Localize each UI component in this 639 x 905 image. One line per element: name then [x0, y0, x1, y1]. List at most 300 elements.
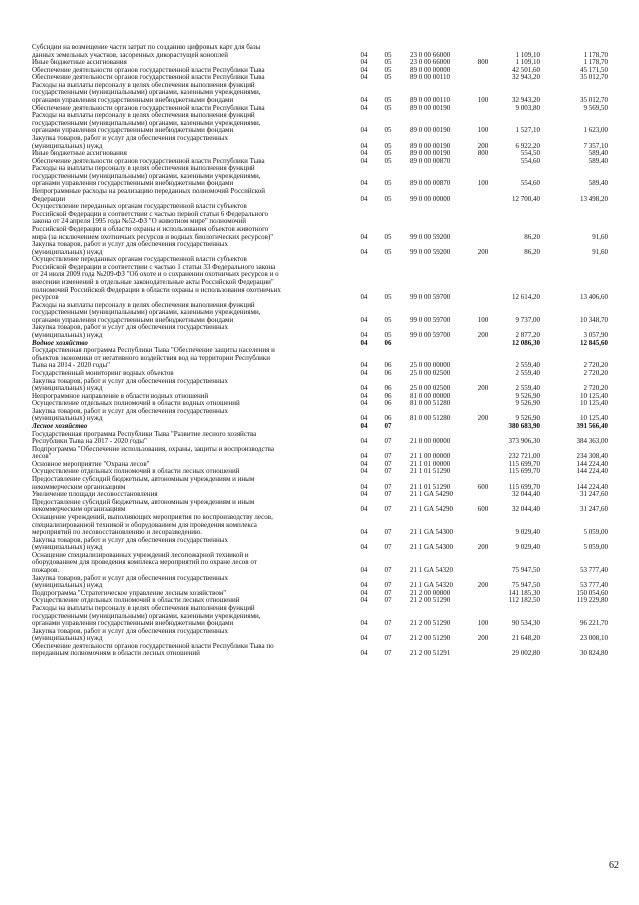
amount-year-2: 91,60	[592, 232, 608, 241]
subsection-code: 06	[384, 414, 392, 423]
amount-year-1: 115 699,70	[508, 467, 540, 476]
section-code: 04	[360, 452, 368, 461]
row-description: Расходы на выплаты персоналу в целях обеспечения выполнения функций	[32, 164, 255, 173]
row-description: ресурсов	[32, 293, 59, 302]
target-article-code: 99 0 00 59700	[410, 331, 451, 340]
target-article-code: 21 2 00 51290	[410, 619, 451, 628]
row-description: Закупка товаров, работ и услуг для обеспечения государственных	[32, 133, 229, 142]
row-description: Обеспечение деятельности органов государственной власти Республики Тыва	[32, 156, 265, 165]
target-article-code: 21 0 00 00000	[410, 437, 451, 446]
section-code: 04	[360, 437, 368, 446]
amount-year-2: 10 125,40	[580, 414, 608, 423]
target-article-code: 99 0 00 59700	[410, 293, 451, 302]
amount-year-2: 589,40	[588, 156, 608, 165]
row-description: (муниципальных) нужд	[32, 247, 103, 256]
section-code: 04	[360, 566, 368, 575]
amount-year-2: 150 054,60	[576, 588, 608, 597]
section-code: 04	[360, 528, 368, 537]
amount-year-1: 141 185,30	[508, 588, 540, 597]
section-code: 04	[360, 331, 368, 340]
row-description: мира (за исключением охотничьих ресурсов и водных биологических ресурсов)"	[32, 232, 274, 241]
amount-year-2: 45 171,50	[580, 65, 608, 74]
amount-year-2: 13 406,60	[580, 293, 608, 302]
section-code: 04	[360, 467, 368, 476]
row-description: Увеличение площади лесовосстановления	[32, 490, 158, 499]
target-article-code: 21 1 GA 54290	[410, 505, 453, 514]
subsection-code: 05	[384, 141, 392, 150]
row-description: Государственная программа Республики Тыва "Развитие лесного хозяйства	[32, 429, 257, 438]
row-description: органами управления государственными внебюджетными фондами	[32, 619, 234, 628]
row-description: Обеспечение деятельности органов государственной власти Республики Тыва	[32, 65, 265, 74]
subsection-code: 05	[384, 179, 392, 188]
row-description: Предоставление субсидий бюджетным, автономным учреждениям и иным	[32, 497, 255, 506]
target-article-code: 99 0 00 59200	[410, 232, 451, 241]
subsection-code: 06	[384, 391, 392, 400]
row-description: Расходы на выплаты персоналу в целях обеспечения выполнения функций	[32, 80, 255, 89]
subsection-code: 05	[384, 73, 392, 82]
expense-type-code: 100	[477, 126, 489, 135]
amount-year-2: 589,40	[588, 179, 608, 188]
row-description: Закупка товаров, работ и услуг для обеспечения государственных	[32, 535, 229, 544]
row-description: переданным полномочиям в области лесных отношений	[32, 649, 200, 658]
section-code: 04	[360, 588, 368, 597]
section-code: 04	[360, 126, 368, 135]
section-code: 04	[360, 149, 368, 158]
expense-type-code: 800	[477, 149, 489, 158]
subsection-code: 07	[384, 619, 392, 628]
amount-year-2: 144 224,40	[576, 459, 608, 468]
row-description: некоммерческим организациям	[32, 482, 126, 491]
row-description: данных земельных участков, засоренных дикорастущей коноплей	[32, 50, 228, 59]
section-code: 04	[360, 65, 368, 74]
amount-year-1: 380 683,90	[508, 422, 540, 430]
row-description: Государственный мониторинг водных объектов	[32, 368, 174, 377]
amount-year-2: 23 008,10	[580, 634, 608, 643]
row-description: государственными (муниципальными) органами, казенными учреждениями,	[32, 171, 261, 180]
row-description: Оснащение специализированных учреждений лесопожарной техникой и	[32, 550, 249, 559]
row-description: органами управления государственными внебюджетными фондами	[32, 96, 234, 105]
section-code: 04	[360, 596, 368, 605]
amount-year-2: 30 824,80	[580, 649, 608, 658]
target-article-code: 89 0 00 00110	[410, 73, 450, 82]
target-article-code: 21 1 01 51290	[410, 467, 451, 476]
row-description: Иные бюджетные ассигнования	[32, 149, 127, 158]
amount-year-2: 1 623,00	[583, 126, 608, 135]
amount-year-1: 1 109,10	[515, 58, 540, 67]
section-code: 04	[360, 619, 368, 628]
amount-year-2: 589,40	[588, 149, 608, 158]
row-description: Закупка товаров, работ и услуг для обеспечения государственных	[32, 626, 229, 635]
expense-type-code: 200	[477, 634, 489, 643]
amount-year-2: 31 247,60	[580, 490, 608, 499]
subsection-code: 05	[384, 65, 392, 74]
row-description: Государственная программа Республики Тыва "Обеспечение защиты населения и	[32, 346, 275, 355]
expense-type-code: 100	[477, 619, 489, 628]
target-article-code: 21 1 01 51290	[410, 482, 451, 491]
row-description: Субсидии на возмещение части затрат по созданию цифровых карт для базы	[32, 43, 261, 51]
subsection-code: 05	[384, 149, 392, 158]
section-code: 04	[360, 50, 368, 59]
amount-year-2: 234 308,40	[576, 452, 608, 461]
row-description: государственными (муниципальными) органами, казенными учреждениями,	[32, 88, 261, 97]
row-description: Российской Федерации в области охраны и использования объектов животного	[32, 224, 269, 233]
amount-year-1: 9 029,40	[515, 528, 540, 537]
amount-year-2: 5 059,00	[583, 528, 608, 537]
section-code: 04	[360, 315, 368, 324]
subsection-code: 07	[384, 437, 392, 446]
amount-year-1: 9 003,80	[515, 103, 540, 112]
amount-year-2: 12 845,60	[580, 338, 608, 347]
target-article-code: 23 0 00 66000	[410, 58, 451, 67]
amount-year-1: 112 182,50	[508, 596, 540, 605]
target-article-code: 21 2 00 51290	[410, 596, 451, 605]
section-code: 04	[360, 194, 368, 203]
subsection-code: 06	[384, 399, 392, 408]
section-code: 04	[360, 384, 368, 393]
target-article-code: 21 1 00 00000	[410, 452, 451, 461]
section-code: 04	[360, 141, 368, 150]
subsection-code: 07	[384, 490, 392, 499]
row-description: Тыва на 2014 - 2020 годы"	[32, 361, 111, 370]
section-code: 04	[360, 361, 368, 370]
amount-year-2: 5 059,00	[583, 543, 608, 552]
target-article-code: 89 0 00 00190	[410, 126, 451, 135]
row-description: Расходы на выплаты персоналу в целях обеспечения выполнения функций	[32, 603, 255, 612]
subsection-code: 05	[384, 232, 392, 241]
target-article-code: 89 0 00 00110	[410, 96, 450, 105]
amount-year-1: 2 559,40	[515, 384, 540, 393]
row-description: Оснащение учреждений, выполняющих мероприятия по воспроизводству лесов,	[32, 512, 273, 521]
row-description: органами управления государственными внебюджетными фондами	[32, 179, 234, 188]
amount-year-1: 1 527,10	[515, 126, 540, 135]
target-article-code: 25 0 00 02500	[410, 384, 451, 393]
target-article-code: 99 0 00 59200	[410, 247, 451, 256]
section-code: 04	[360, 96, 368, 105]
subsection-code: 05	[384, 315, 392, 324]
amount-year-1: 12 614,20	[512, 293, 540, 302]
amount-year-1: 32 044,40	[512, 490, 540, 499]
row-description: Российской Федерации в соответствии с частью первой статьи 6 Федерального	[32, 209, 269, 218]
row-description: (муниципальных) нужд	[32, 414, 103, 423]
subsection-code: 07	[384, 452, 392, 461]
row-description: (муниципальных) нужд	[32, 141, 103, 150]
subsection-code: 07	[384, 528, 392, 537]
section-code: 04	[360, 634, 368, 643]
page-number: 62	[609, 860, 619, 871]
subsection-code: 05	[384, 293, 392, 302]
subsection-code: 05	[384, 58, 392, 67]
amount-year-2: 9 569,50	[583, 103, 608, 112]
amount-year-1: 12 700,40	[512, 194, 540, 203]
amount-year-2: 2 720,20	[583, 384, 608, 393]
section-code: 04	[360, 232, 368, 241]
row-description: государственными (муниципальными) органами, казенными учреждениями,	[32, 611, 261, 620]
subsection-code: 07	[384, 588, 392, 597]
section-code: 04	[360, 156, 368, 165]
section-code: 04	[360, 422, 368, 430]
target-article-code: 23 0 00 66000	[410, 50, 451, 59]
amount-year-2: 384 363,00	[576, 437, 608, 446]
amount-year-2: 119 229,80	[576, 596, 608, 605]
target-article-code: 21 1 GA 54300	[410, 543, 453, 552]
row-description: внесении изменений в отдельные законодательные акты Российской Федерации"	[32, 277, 274, 286]
amount-year-1: 554,60	[520, 156, 540, 165]
row-description: полномочий Российской Федерации в области охраны и использования охотничьих	[32, 285, 281, 294]
amount-year-2: 96 221,70	[580, 619, 608, 628]
amount-year-2: 35 012,70	[580, 96, 608, 105]
target-article-code: 89 0 00 00190	[410, 141, 451, 150]
row-description: Осуществление отдельных полномочий в области водных отношений	[32, 399, 240, 408]
row-description: органами управления государственными внебюджетными фондами	[32, 126, 234, 135]
amount-year-2: 10 125,40	[580, 391, 608, 400]
target-article-code: 21 1 GA 54300	[410, 528, 453, 537]
target-article-code: 21 1 01 00000	[410, 459, 451, 468]
target-article-code: 89 0 00 00190	[410, 149, 451, 158]
amount-year-1: 9 029,40	[515, 543, 540, 552]
row-description: Закупка товаров, работ и услуг для обеспечения государственных	[32, 376, 229, 385]
amount-year-2: 13 498,20	[580, 194, 608, 203]
amount-year-1: 9 526,90	[515, 391, 540, 400]
row-description: Закупка товаров, работ и услуг для обеспечения государственных	[32, 406, 229, 415]
amount-year-1: 86,20	[524, 247, 540, 256]
subsection-code: 07	[384, 596, 392, 605]
amount-year-1: 32 943,20	[512, 96, 540, 105]
section-code: 04	[360, 399, 368, 408]
section-code: 04	[360, 581, 368, 590]
subsection-code: 05	[384, 50, 392, 59]
row-description: оборудованием для проведения комплекса мероприятий по охране лесов от	[32, 558, 257, 567]
section-code: 04	[360, 482, 368, 491]
expense-type-code: 100	[477, 315, 489, 324]
expense-type-code: 600	[477, 482, 489, 491]
expense-type-code: 200	[477, 247, 489, 256]
subsection-code: 05	[384, 194, 392, 203]
row-description: Подпрограмма "Обеспечение использования, охраны, защиты и воспроизводства	[32, 444, 274, 453]
target-article-code: 21 1 GA 54320	[410, 581, 453, 590]
section-code: 04	[360, 649, 368, 658]
subsection-code: 07	[384, 581, 392, 590]
row-description: Федерации	[32, 194, 66, 203]
row-description: Осуществление переданных органам государственной власти субъектов	[32, 202, 247, 211]
amount-year-1: 75 947,50	[512, 566, 540, 575]
row-description: от 24 июля 2009 года №209-ФЗ "Об охоте и о сохранении охотничьих ресурсов и о	[32, 270, 279, 279]
subsection-code: 05	[384, 247, 392, 256]
row-description: Российской Федерации в соответствии с частью 1 статьи 33 Федерального закона	[32, 262, 276, 271]
amount-year-1: 554,50	[520, 149, 540, 158]
row-description: государственными (муниципальными) органами, казенными учреждениями,	[32, 118, 261, 127]
section-code: 04	[360, 103, 368, 112]
row-description: Закупка товаров, работ и услуг для обеспечения государственных	[32, 240, 229, 249]
amount-year-1: 75 947,50	[512, 581, 540, 590]
amount-year-2: 7 357,10	[583, 141, 608, 150]
subsection-code: 05	[384, 126, 392, 135]
subsection-code: 07	[384, 505, 392, 514]
amount-year-1: 86,20	[524, 232, 540, 241]
row-description: Осуществление переданных органам государственной власти субъектов	[32, 255, 247, 264]
target-article-code: 21 1 GA 54320	[410, 566, 453, 575]
amount-year-1: 2 559,40	[515, 361, 540, 370]
expense-type-code: 600	[477, 505, 489, 514]
amount-year-1: 9 526,90	[515, 414, 540, 423]
amount-year-2: 31 247,60	[580, 505, 608, 514]
target-article-code: 81 0 00 51280	[410, 414, 451, 423]
row-description: Предоставление субсидий бюджетным, автономным учреждениям и иным	[32, 475, 255, 484]
section-code: 04	[360, 543, 368, 552]
row-description: (муниципальных) нужд	[32, 331, 103, 340]
section-code: 04	[360, 490, 368, 499]
section-code: 04	[360, 505, 368, 514]
row-description: Осуществление отдельных полномочий в области лесных отношений	[32, 467, 240, 476]
subsection-code: 07	[384, 566, 392, 575]
target-article-code: 81 0 00 51280	[410, 399, 451, 408]
row-description: Закупка товаров, работ и услуг для обеспечения государственных	[32, 323, 229, 332]
row-description: Подпрограмма "Стратегическое управление лесным хозяйством"	[32, 588, 227, 597]
subsection-code: 07	[384, 482, 392, 491]
table-row	[0, 650, 639, 658]
section-code: 04	[360, 459, 368, 468]
row-description: (муниципальных) нужд	[32, 634, 103, 643]
amount-year-2: 10 125,40	[580, 399, 608, 408]
section-code: 04	[360, 73, 368, 82]
amount-year-2: 35 012,70	[580, 73, 608, 82]
row-description: Лесное хозяйство	[32, 422, 88, 430]
subsection-code: 05	[384, 103, 392, 112]
amount-year-1: 9 526,90	[515, 399, 540, 408]
target-article-code: 21 1 GA 54290	[410, 490, 453, 499]
subsection-code: 06	[384, 384, 392, 393]
amount-year-1: 2 559,40	[515, 368, 540, 377]
amount-year-1: 29 002,80	[512, 649, 540, 658]
section-code: 04	[360, 414, 368, 423]
row-description: (муниципальных) нужд	[32, 581, 103, 590]
amount-year-1: 1 109,10	[515, 50, 540, 59]
amount-year-1: 115 699,70	[508, 482, 540, 491]
expense-type-code: 100	[477, 179, 489, 188]
target-article-code: 89 0 00 00000	[410, 65, 451, 74]
row-description: Закупка товаров, работ и услуг для обеспечения государственных	[32, 573, 229, 582]
subsection-code: 07	[384, 543, 392, 552]
amount-year-1: 32 943,20	[512, 73, 540, 82]
row-description: некоммерческим организациям	[32, 505, 126, 514]
amount-year-1: 42 501,60	[512, 65, 540, 74]
amount-year-2: 2 720,20	[583, 368, 608, 377]
target-article-code: 21 2 00 00000	[410, 588, 451, 597]
amount-year-1: 21 648,20	[512, 634, 540, 643]
expense-type-code: 200	[477, 141, 489, 150]
subsection-code: 07	[384, 649, 392, 658]
amount-year-1: 9 737,00	[515, 315, 540, 324]
subsection-code: 07	[384, 467, 392, 476]
amount-year-2: 1 178,70	[583, 58, 608, 67]
amount-year-2: 2 720,20	[583, 361, 608, 370]
row-description: пожаров.	[32, 566, 60, 575]
amount-year-1: 6 922,20	[515, 141, 540, 150]
subsection-code: 05	[384, 331, 392, 340]
row-description: Обеспечение деятельности органов государственной власти Республики Тыва по	[32, 641, 274, 650]
row-description: Основное мероприятие "Охрана лесов"	[32, 459, 150, 468]
target-article-code: 89 0 00 00870	[410, 179, 451, 188]
amount-year-1: 12 086,30	[512, 338, 540, 347]
target-article-code: 81 0 00 00000	[410, 391, 451, 400]
amount-year-2: 391 566,40	[576, 422, 608, 430]
section-code: 04	[360, 293, 368, 302]
section-code: 04	[360, 58, 368, 67]
target-article-code: 21 2 00 51291	[410, 649, 451, 658]
amount-year-1: 373 906,30	[508, 437, 540, 446]
expense-type-code: 200	[477, 414, 489, 423]
amount-year-2: 10 348,70	[580, 315, 608, 324]
row-description: Республики Тыва на 2017 - 2020 годы"	[32, 437, 147, 446]
row-description: Обеспечение деятельности органов государственной власти Республики Тыва	[32, 73, 265, 82]
expense-type-code: 100	[477, 96, 489, 105]
expense-type-code: 200	[477, 581, 489, 590]
subsection-code: 05	[384, 156, 392, 165]
row-description: (муниципальных) нужд	[32, 543, 103, 552]
target-article-code: 25 0 00 02500	[410, 368, 451, 377]
section-code: 04	[360, 368, 368, 377]
section-code: 04	[360, 247, 368, 256]
row-description: Обеспечение деятельности органов государственной власти Республики Тыва	[32, 103, 265, 112]
amount-year-2: 53 777,40	[580, 566, 608, 575]
target-article-code: 99 0 00 59700	[410, 315, 451, 324]
amount-year-1: 115 699,70	[508, 459, 540, 468]
row-description: Расходы на выплаты персоналу в целях обеспечения выполнения функций	[32, 111, 255, 120]
amount-year-2: 91,60	[592, 247, 608, 256]
subsection-code: 07	[384, 459, 392, 468]
subsection-code: 06	[384, 368, 392, 377]
target-article-code: 21 2 00 51290	[410, 634, 451, 643]
row-description: Иные бюджетные ассигнования	[32, 58, 127, 67]
subsection-code: 05	[384, 96, 392, 105]
subsection-code: 07	[384, 634, 392, 643]
expense-type-code: 200	[477, 543, 489, 552]
target-article-code: 25 0 00 00000	[410, 361, 451, 370]
amount-year-2: 144 224,40	[576, 482, 608, 491]
row-description: Осуществление отдельных полномочий в области лесных отношений	[32, 596, 240, 605]
amount-year-1: 232 721,00	[508, 452, 540, 461]
row-description: Водное хозяйство	[32, 338, 88, 347]
section-code: 04	[360, 391, 368, 400]
row-description: органами управления государственными внебюджетными фондами	[32, 315, 234, 324]
row-description: Непрограммные расходы на реализацию переданных полномочий Российской	[32, 187, 266, 196]
target-article-code: 99 0 00 00000	[410, 194, 451, 203]
section-code: 04	[360, 179, 368, 188]
row-description: Непрограммное направление в области водных отношений	[32, 391, 209, 400]
row-description: государственными (муниципальными) органами, казенными учреждениями,	[32, 308, 261, 317]
row-description: Расходы на выплаты персоналу в целях обеспечения выполнения функций	[32, 300, 255, 309]
target-article-code: 89 0 00 00190	[410, 103, 451, 112]
row-description: (муниципальных) нужд	[32, 384, 103, 393]
subsection-code: 06	[384, 361, 392, 370]
target-article-code: 89 0 00 00870	[410, 156, 451, 165]
section-code: 04	[360, 338, 368, 347]
row-description: объектов экономики от негативного воздействия вод на территории Республики	[32, 353, 271, 362]
subsection-code: 06	[384, 338, 392, 347]
amount-year-1: 32 044,40	[512, 505, 540, 514]
amount-year-1: 554,60	[520, 179, 540, 188]
amount-year-2: 3 057,90	[583, 331, 608, 340]
amount-year-2: 53 777,40	[580, 581, 608, 590]
amount-year-1: 90 534,30	[512, 619, 540, 628]
row-description: закона от 24 апреля 1995 года №52-ФЗ "О животном мире" полномочий	[32, 217, 246, 226]
amount-year-1: 2 877,20	[515, 331, 540, 340]
amount-year-2: 144 224,40	[576, 467, 608, 476]
expense-type-code: 200	[477, 331, 489, 340]
expense-type-code: 200	[477, 384, 489, 393]
row-description: специализированной техникой и оборудованием для проведения комплекса	[32, 520, 257, 529]
row-description: мероприятий по лесовосстановлению и лесоразведению.	[32, 528, 203, 537]
subsection-code: 07	[384, 422, 392, 430]
